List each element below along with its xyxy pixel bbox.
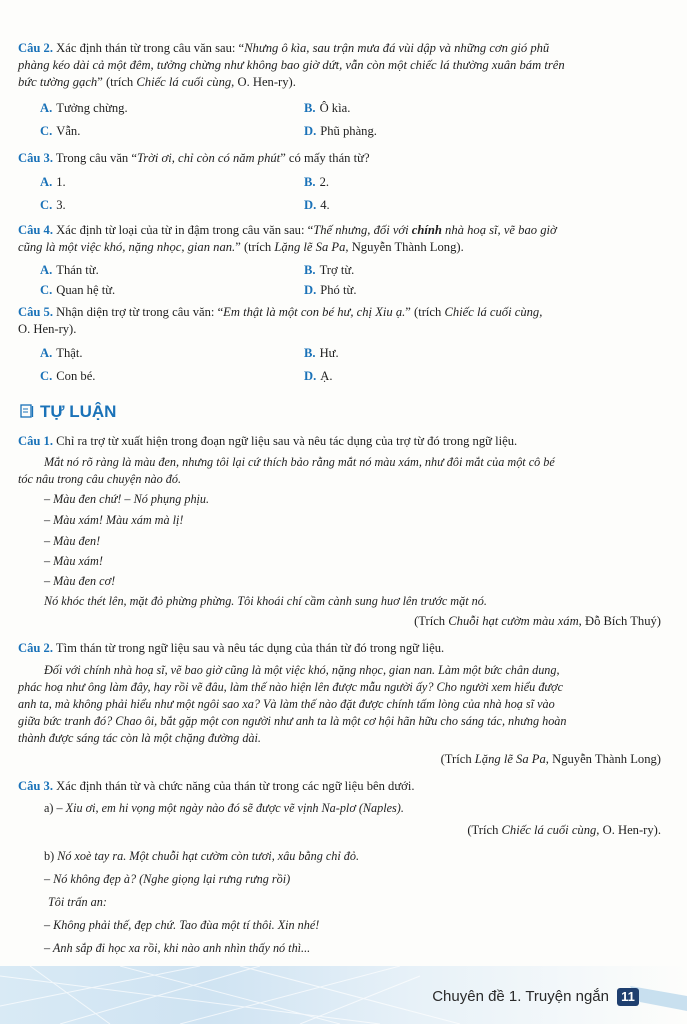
item-marker: b) — [44, 849, 58, 863]
excerpt-line: – Màu đen cơ! — [44, 574, 116, 588]
question-label: Câu 2. — [18, 41, 53, 55]
question-label: Câu 5. — [18, 305, 53, 319]
quote: Trời ơi, chỉ còn có năm phút — [136, 151, 281, 165]
source-prefix: ” (trích — [97, 75, 137, 89]
page-footer — [0, 966, 687, 1024]
option-key: B. — [304, 346, 316, 360]
option-key: D. — [304, 283, 317, 297]
option-text: Hư. — [319, 346, 339, 360]
excerpt-line: – Màu xám! — [44, 554, 103, 568]
excerpt-line: Tôi trấn an: — [48, 895, 107, 909]
option-d[interactable] — [304, 282, 356, 299]
source-prefix: ” (trích — [405, 305, 445, 319]
chapter-title: Chuyên đề 1. Truyện ngắn — [432, 988, 609, 1005]
citation-prefix: (Trích — [414, 614, 449, 628]
citation-author: , O. Hen-ry). — [596, 823, 661, 837]
question-stem: Tìm thán từ trong ngữ liệu sau và nêu tác dụng của thán từ đó trong ngữ liệu. — [53, 641, 445, 655]
essay-question-3 — [18, 778, 661, 795]
option-text: Thật. — [56, 346, 83, 360]
question-5 — [18, 304, 661, 338]
source-title: Lặng lẽ Sa Pa — [274, 240, 346, 254]
option-c[interactable] — [40, 282, 115, 299]
citation-title: Lặng lẽ Sa Pa — [474, 752, 546, 766]
option-b[interactable] — [304, 345, 339, 362]
option-text: Vẫn. — [56, 124, 81, 138]
quote: Nhưng ô kìa, sau trận mưa đá vùi dập và những cơn gió phũ — [244, 41, 550, 55]
excerpt-line: thành được sáng tác còn là một chặng đường dài. — [18, 731, 261, 745]
option-text: 2. — [319, 175, 330, 189]
section-heading — [20, 400, 116, 422]
option-text: Phũ phàng. — [320, 124, 377, 138]
option-text: 4. — [320, 198, 330, 212]
excerpt-line: Nó khóc thét lên, mặt đỏ phừng phừng. Tôi khoái chí cầm cành sung huơ lên trước mặt nó. — [44, 594, 487, 608]
option-key: C. — [40, 198, 53, 212]
question-label: Câu 4. — [18, 223, 53, 237]
question-stem: Xác định từ loại của từ in đậm trong câu văn sau: “ — [53, 223, 314, 237]
citation-title: Chiếc lá cuối cùng — [501, 823, 597, 837]
quote: Thế nhưng, đối với — [313, 223, 412, 237]
option-c[interactable] — [40, 123, 80, 140]
item-b — [44, 848, 359, 865]
pencil-note-icon — [20, 404, 34, 418]
citation-prefix: (Trích — [467, 823, 502, 837]
section-title: TỰ LUẬN — [40, 401, 117, 421]
essay-question-2 — [18, 640, 661, 657]
excerpt-line: Mắt nó rõ ràng là màu đen, nhưng tôi lại cứ thích bảo rằng mắt nó màu xám, như đôi mắt của một cô bé — [44, 455, 555, 469]
excerpt-line: – Nó không đẹp à? (Nghe giọng lại rưng rưng rồi) — [44, 872, 291, 886]
item-marker: a) — [44, 801, 57, 815]
option-text: Quan hệ từ. — [56, 283, 116, 297]
option-text: Tưởng chừng. — [56, 101, 128, 115]
question-2 — [18, 40, 661, 91]
excerpt-line: giữa bức tranh đó? Chao ôi, bắt gặp một con người như anh ta là một cơ hội hãn hữu cho sáng tác, nhưng hoàn — [18, 714, 567, 728]
excerpt-line: – Màu đen chứ! – Nó phụng phịu. — [44, 492, 210, 506]
option-text: Ô kìa. — [319, 101, 351, 115]
option-key: B. — [304, 175, 316, 189]
question-stem: ” có mấy thán từ? — [280, 151, 370, 165]
excerpt-line: Đối với chính nhà hoạ sĩ, vẽ bao giờ cũng là một việc khó, nặng nhọc, gian nan. Làm một bức chân dung, — [44, 663, 560, 677]
option-key: D. — [304, 124, 317, 138]
question-stem: Chỉ ra trợ từ xuất hiện trong đoạn ngữ liệu sau và nêu tác dụng của trợ từ đó trong ngữ liệu. — [53, 434, 518, 448]
question-label: Câu 1. — [18, 434, 53, 448]
option-key: B. — [304, 263, 316, 277]
option-d[interactable] — [304, 368, 333, 385]
quote: bức tường gạch — [18, 75, 98, 89]
option-d[interactable] — [304, 197, 330, 214]
excerpt-line: Nó xoè tay ra. Một chuỗi hạt cườm còn tươi, xâu bằng chỉ đỏ. — [57, 849, 360, 863]
option-text: Phó từ. — [320, 283, 357, 297]
option-text: Ạ. — [320, 369, 333, 383]
option-a[interactable] — [40, 345, 82, 362]
citation — [467, 822, 661, 839]
option-text: 1. — [56, 175, 66, 189]
option-key: D. — [304, 198, 317, 212]
question-3 — [18, 150, 661, 167]
excerpt-line: – Không phải thế, đẹp chứ. Tao đùa một tí thôi. Xin nhé! — [44, 918, 320, 932]
source-title: Chiếc lá cuối cùng, — [444, 305, 543, 319]
option-a[interactable] — [40, 174, 66, 191]
citation-title: Chuỗi hạt cườm màu xám — [448, 614, 579, 628]
option-key: A. — [40, 346, 53, 360]
source-author: , Nguyễn Thành Long). — [345, 240, 464, 254]
citation — [441, 751, 661, 768]
option-key: B. — [304, 101, 316, 115]
page-number: 11 — [617, 988, 639, 1006]
quote: Em thật là một con bé hư, chị Xiu ạ. — [223, 305, 406, 319]
question-label: Câu 3. — [18, 151, 53, 165]
option-b[interactable] — [304, 262, 354, 279]
bold-word: chính — [411, 223, 442, 237]
option-a[interactable] — [40, 262, 99, 279]
source-author: O. Hen-ry). — [18, 322, 77, 336]
excerpt-line: tóc nâu trong câu chuyện nào đó. — [18, 472, 182, 486]
excerpt-line: phác hoạ như ông làm đây, hay rồi vẽ đâu, làm thế nào hiện lên được mẫu người ấy? Cho người xem hiểu được — [18, 680, 563, 694]
quote: nhà hoạ sĩ, vẽ bao giờ — [441, 223, 557, 237]
question-stem: Nhận diện trợ từ trong câu văn: “ — [53, 305, 224, 319]
option-a[interactable] — [40, 100, 128, 117]
excerpt-line: – Xiu ơi, em hi vọng một ngày nào đó sẽ được vẽ vịnh Na-plơ (Naples). — [56, 801, 404, 815]
question-stem: Xác định thán từ và chức năng của thán từ trong các ngữ liệu bên dưới. — [53, 779, 415, 793]
option-b[interactable] — [304, 174, 329, 191]
question-label: Câu 3. — [18, 779, 53, 793]
question-stem: Xác định thán từ trong câu văn sau: “ — [53, 41, 245, 55]
option-key: C. — [40, 283, 53, 297]
question-stem: Trong câu văn “ — [53, 151, 137, 165]
option-text: Thán từ. — [56, 263, 99, 277]
option-text: Trợ từ. — [319, 263, 355, 277]
citation-author: , Nguyễn Thành Long) — [545, 752, 661, 766]
option-key: D. — [304, 369, 317, 383]
citation-prefix: (Trích — [440, 752, 475, 766]
option-key: A. — [40, 263, 53, 277]
option-d[interactable] — [304, 123, 377, 140]
excerpt-line: – Màu xám! Màu xám mà lị! — [44, 513, 184, 527]
option-text: 3. — [56, 198, 66, 212]
excerpt-line: – Màu đen! — [44, 534, 101, 548]
excerpt-line: anh ta, mà không phải hiểu như một ngôi sao xa? Và làm thế nào đặt được chính tấm lòng của nhà hoạ sĩ vào — [18, 697, 555, 711]
quote: cũng là một việc khó, nặng nhọc, gian nan. — [18, 240, 236, 254]
option-b[interactable] — [304, 100, 350, 117]
question-4 — [18, 222, 661, 256]
citation — [414, 613, 661, 630]
option-key: C. — [40, 369, 53, 383]
option-key: A. — [40, 101, 53, 115]
option-text: Con bé. — [56, 369, 96, 383]
citation-author: , Đỗ Bích Thuý) — [578, 614, 661, 628]
source-title: Chiếc lá cuối cùng — [136, 75, 232, 89]
option-key: C. — [40, 124, 53, 138]
quote: phàng kéo dài cả một đêm, tưởng chừng như không bao giờ dứt, vẫn còn một chiếc lá thường xuân bám trên — [18, 58, 565, 72]
item-a — [44, 800, 404, 817]
option-key: A. — [40, 175, 53, 189]
option-c[interactable] — [40, 197, 66, 214]
question-label: Câu 2. — [18, 641, 53, 655]
source-prefix: ” (trích — [235, 240, 275, 254]
essay-question-1 — [18, 433, 661, 450]
excerpt-line: – Anh sắp đi học xa rồi, khi nào anh nhìn thấy nó thì... — [44, 941, 311, 955]
source-author: , O. Hen-ry). — [231, 75, 296, 89]
option-c[interactable] — [40, 368, 95, 385]
